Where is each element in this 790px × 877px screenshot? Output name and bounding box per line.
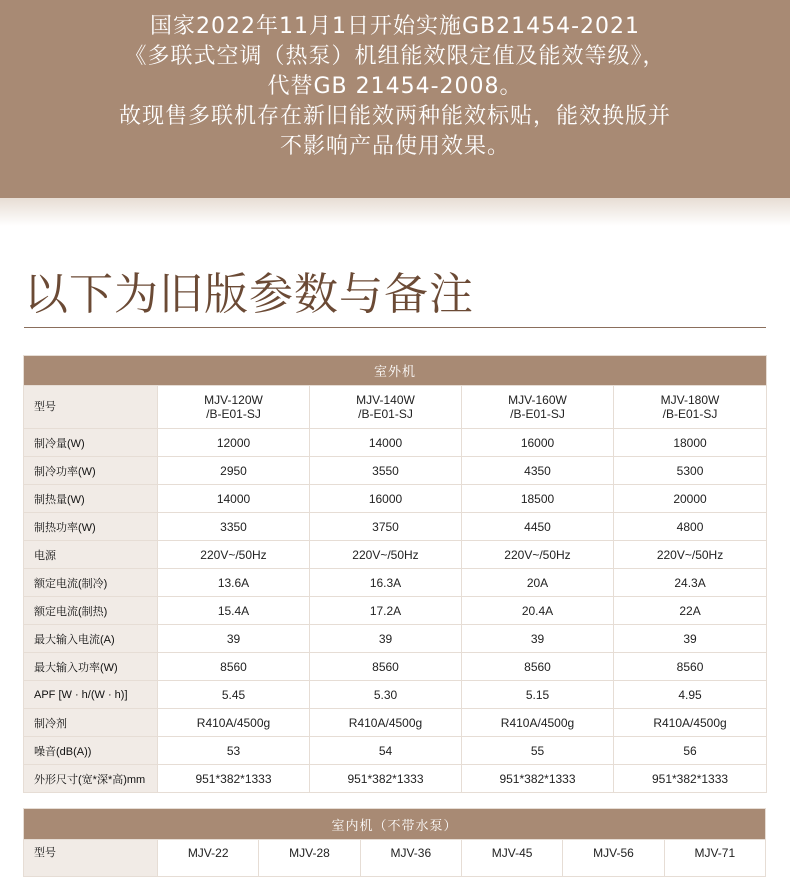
row-label: 型号 bbox=[24, 386, 158, 429]
table-row bbox=[24, 709, 767, 737]
value-cell: 5300 bbox=[614, 457, 767, 485]
value-cell: 20000 bbox=[614, 485, 767, 513]
value-cell: 56 bbox=[614, 737, 767, 765]
value-cell: 14000 bbox=[310, 429, 462, 457]
outdoor-spec-table bbox=[23, 355, 767, 793]
value-cell: 22A bbox=[614, 597, 767, 625]
value-cell: 54 bbox=[310, 737, 462, 765]
table-row bbox=[24, 653, 767, 681]
model-cell: MJV-36 bbox=[360, 840, 461, 877]
model-cell: MJV-140W /B-E01-SJ bbox=[310, 386, 462, 429]
row-label: 额定电流(制冷) bbox=[24, 569, 158, 597]
value-cell: 3550 bbox=[310, 457, 462, 485]
table-row bbox=[24, 457, 767, 485]
section-title: 以下为旧版参数与备注 bbox=[24, 269, 474, 320]
model-cell: MJV-180W /B-E01-SJ bbox=[614, 386, 767, 429]
value-cell: 12000 bbox=[158, 429, 310, 457]
value-cell: 20A bbox=[462, 569, 614, 597]
value-cell: R410A/4500g bbox=[614, 709, 767, 737]
row-label: 额定电流(制热) bbox=[24, 597, 158, 625]
table-row bbox=[24, 569, 767, 597]
value-cell: 20.4A bbox=[462, 597, 614, 625]
table-row bbox=[24, 429, 767, 457]
banner-shadow bbox=[0, 198, 790, 226]
row-label: 外形尺寸(宽*深*高)mm bbox=[24, 765, 158, 793]
value-cell: 8560 bbox=[614, 653, 767, 681]
value-cell: 15.4A bbox=[158, 597, 310, 625]
notice-text bbox=[0, 0, 790, 162]
table-row bbox=[24, 765, 767, 793]
value-cell: 16.3A bbox=[310, 569, 462, 597]
row-label: 制热量(W) bbox=[24, 485, 158, 513]
value-cell: 39 bbox=[462, 625, 614, 653]
model-cell: MJV-45 bbox=[461, 840, 562, 877]
value-cell: 951*382*1333 bbox=[462, 765, 614, 793]
row-label: 型号 bbox=[24, 840, 158, 877]
value-cell: 17.2A bbox=[310, 597, 462, 625]
value-cell: 8560 bbox=[310, 653, 462, 681]
value-cell: R410A/4500g bbox=[158, 709, 310, 737]
value-cell: 16000 bbox=[310, 485, 462, 513]
table-row bbox=[24, 386, 767, 429]
value-cell: 39 bbox=[310, 625, 462, 653]
value-cell: 14000 bbox=[158, 485, 310, 513]
table-row bbox=[24, 513, 767, 541]
value-cell: 3750 bbox=[310, 513, 462, 541]
row-label: 制冷量(W) bbox=[24, 429, 158, 457]
value-cell: 18500 bbox=[462, 485, 614, 513]
value-cell: R410A/4500g bbox=[310, 709, 462, 737]
value-cell: 8560 bbox=[462, 653, 614, 681]
table-row bbox=[24, 625, 767, 653]
model-cell: MJV-56 bbox=[563, 840, 664, 877]
model-cell: MJV-28 bbox=[259, 840, 360, 877]
value-cell: 5.15 bbox=[462, 681, 614, 709]
value-cell: 13.6A bbox=[158, 569, 310, 597]
value-cell: 18000 bbox=[614, 429, 767, 457]
outdoor-table-header: 室外机 bbox=[24, 356, 767, 386]
value-cell: 24.3A bbox=[614, 569, 767, 597]
notice-line: 故现售多联机存在新旧能效两种能效标贴，能效换版并 bbox=[118, 104, 671, 129]
row-label: 电源 bbox=[24, 541, 158, 569]
model-cell: MJV-160W /B-E01-SJ bbox=[462, 386, 614, 429]
table-row bbox=[24, 541, 767, 569]
notice-line: 不影响产品使用效果。 bbox=[279, 134, 510, 159]
row-label: 最大输入电流(A) bbox=[24, 625, 158, 653]
notice-line: 国家2022年11月1日开始实施GB21454-2021 bbox=[149, 14, 641, 39]
table-row bbox=[24, 597, 767, 625]
value-cell: 220V~/50Hz bbox=[310, 541, 462, 569]
value-cell: 55 bbox=[462, 737, 614, 765]
value-cell: 39 bbox=[614, 625, 767, 653]
value-cell: 220V~/50Hz bbox=[614, 541, 767, 569]
table-row bbox=[24, 681, 767, 709]
value-cell: 220V~/50Hz bbox=[462, 541, 614, 569]
value-cell: 4450 bbox=[462, 513, 614, 541]
row-label: 制热功率(W) bbox=[24, 513, 158, 541]
value-cell: 5.45 bbox=[158, 681, 310, 709]
value-cell: 220V~/50Hz bbox=[158, 541, 310, 569]
model-cell: MJV-22 bbox=[158, 840, 259, 877]
value-cell: 5.30 bbox=[310, 681, 462, 709]
value-cell: R410A/4500g bbox=[462, 709, 614, 737]
value-cell: 39 bbox=[158, 625, 310, 653]
indoor-spec-table bbox=[23, 808, 766, 877]
value-cell: 951*382*1333 bbox=[614, 765, 767, 793]
table-row bbox=[24, 840, 766, 877]
value-cell: 16000 bbox=[462, 429, 614, 457]
row-label: 制冷剂 bbox=[24, 709, 158, 737]
indoor-table-header: 室内机（不带水泵） bbox=[24, 809, 766, 840]
title-divider bbox=[24, 327, 766, 328]
value-cell: 2950 bbox=[158, 457, 310, 485]
value-cell: 4800 bbox=[614, 513, 767, 541]
value-cell: 951*382*1333 bbox=[310, 765, 462, 793]
value-cell: 951*382*1333 bbox=[158, 765, 310, 793]
model-cell: MJV-120W /B-E01-SJ bbox=[158, 386, 310, 429]
row-label: 噪音(dB(A)) bbox=[24, 737, 158, 765]
row-label: 最大输入功率(W) bbox=[24, 653, 158, 681]
row-label: 制冷功率(W) bbox=[24, 457, 158, 485]
row-label: APF [W · h/(W · h)] bbox=[24, 681, 158, 709]
value-cell: 3350 bbox=[158, 513, 310, 541]
notice-line: 代替GB 21454-2008。 bbox=[267, 74, 523, 99]
table-row bbox=[24, 737, 767, 765]
model-cell: MJV-71 bbox=[664, 840, 765, 877]
value-cell: 8560 bbox=[158, 653, 310, 681]
value-cell: 53 bbox=[158, 737, 310, 765]
notice-banner bbox=[0, 0, 790, 198]
value-cell: 4.95 bbox=[614, 681, 767, 709]
table-row bbox=[24, 485, 767, 513]
value-cell: 4350 bbox=[462, 457, 614, 485]
notice-line: 《多联式空调（热泵）机组能效限定值及能效等级》， bbox=[124, 44, 666, 69]
